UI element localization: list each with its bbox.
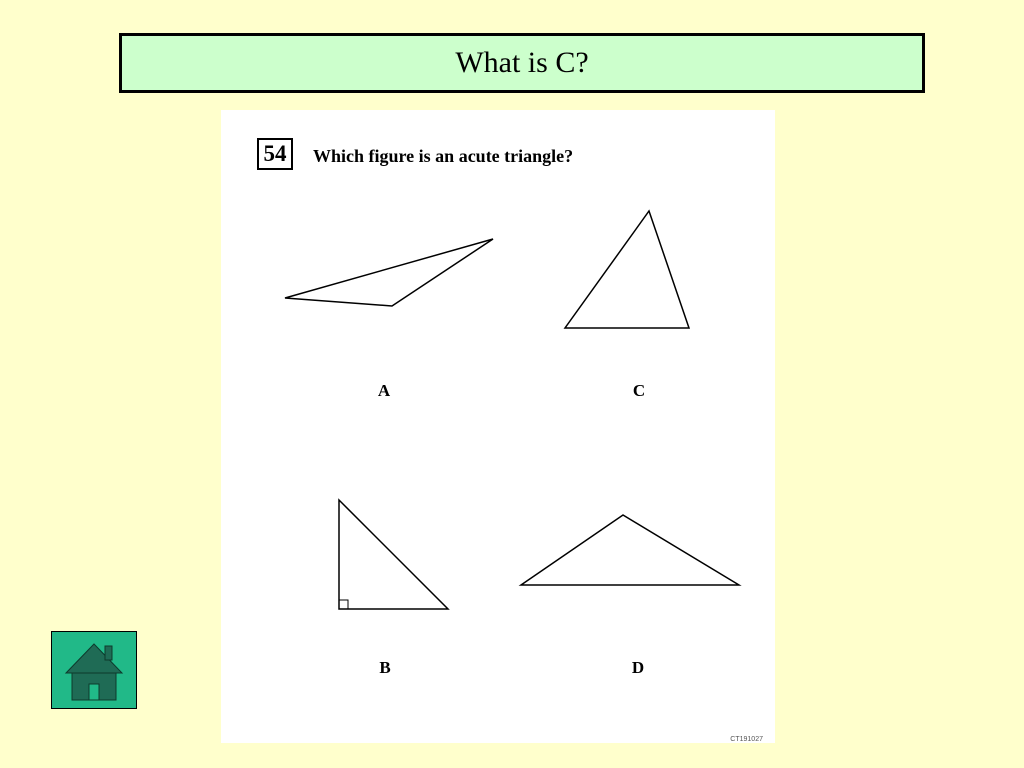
option-label-b: B [379, 658, 391, 677]
answer-figures [221, 110, 775, 743]
answer-text: What is C? [455, 46, 589, 79]
option-label-a: A [377, 381, 391, 400]
triangle-c [565, 211, 689, 328]
question-number: 54 [263, 141, 287, 166]
footer-code: CT191027 [730, 736, 763, 743]
home-button[interactable] [51, 631, 137, 709]
triangle-b [339, 500, 448, 609]
answer-banner [119, 33, 925, 93]
question-image [221, 110, 775, 743]
home-icon [52, 632, 136, 708]
question-text: Which figure is an acute triangle? [313, 146, 574, 166]
option-label-d: D [631, 658, 645, 677]
right-angle-marker [339, 600, 348, 609]
option-label-c: C [632, 381, 646, 400]
triangle-d [521, 515, 739, 585]
triangle-a [285, 239, 493, 306]
